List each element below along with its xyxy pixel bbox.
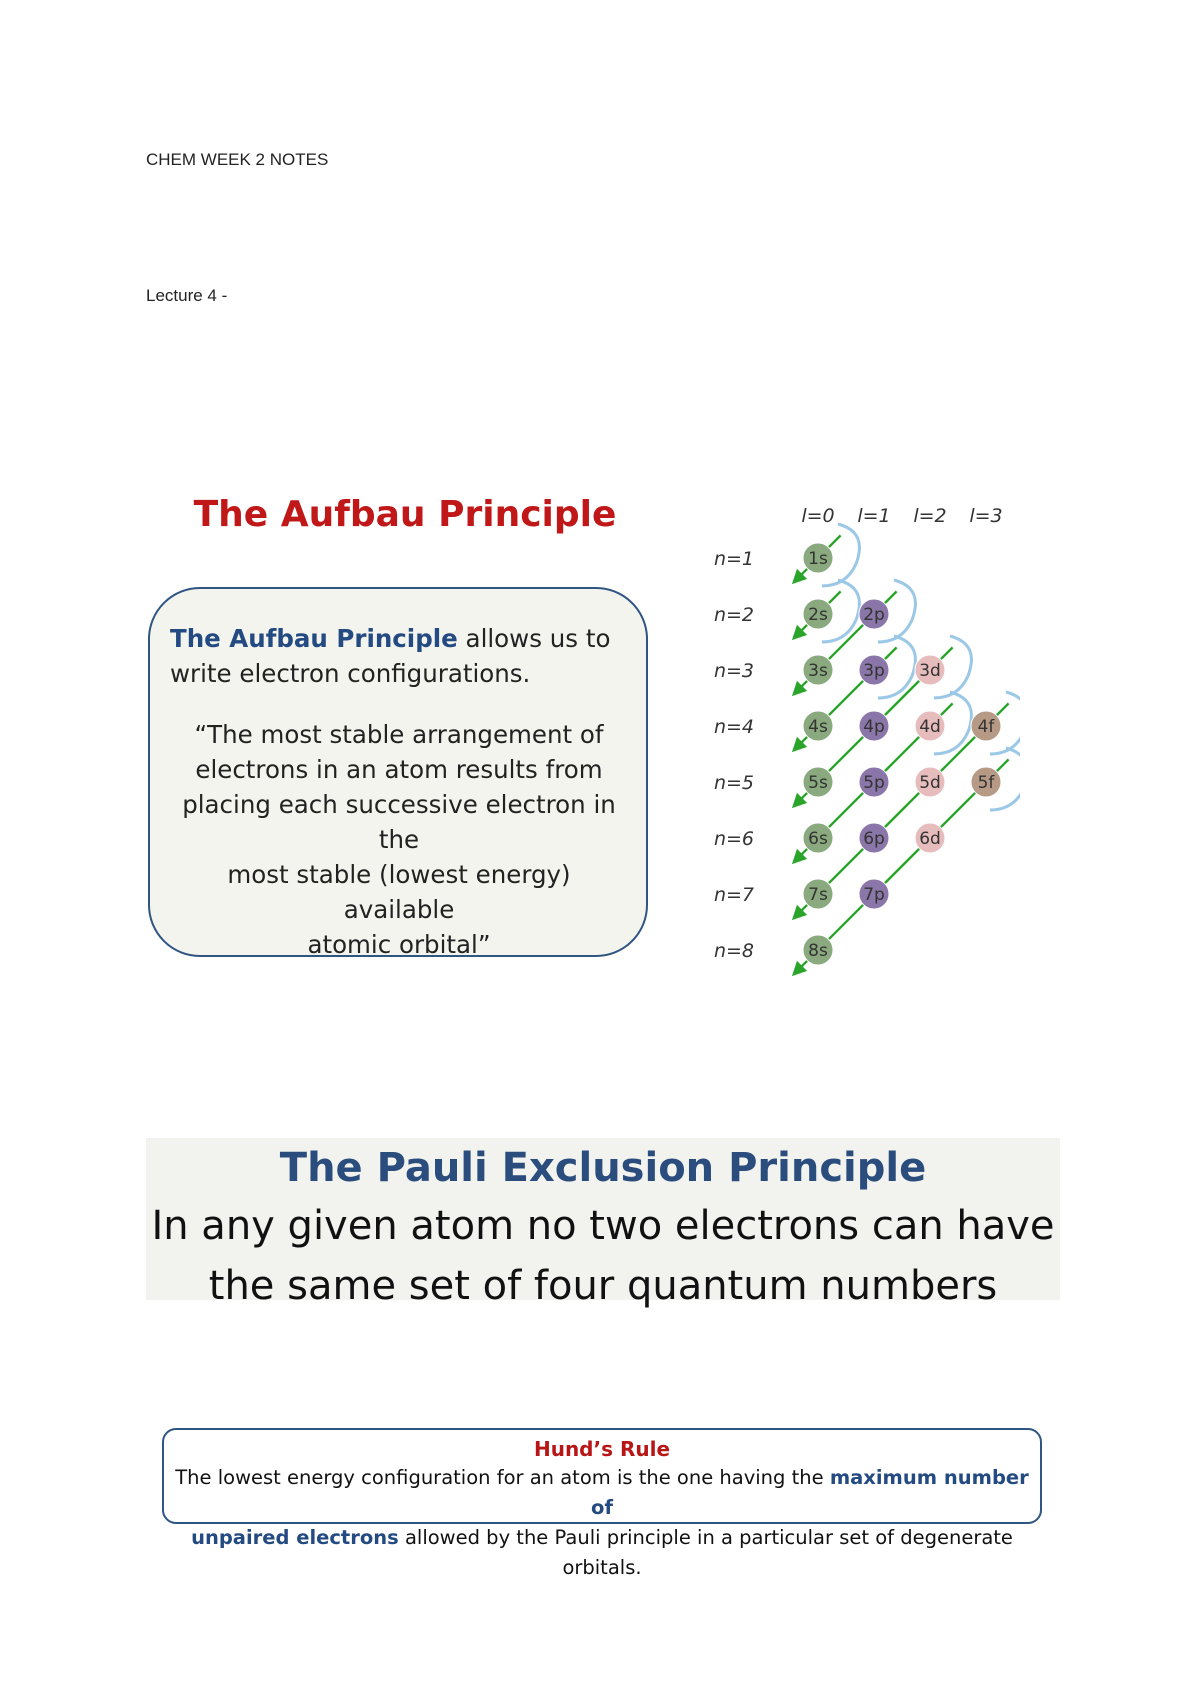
hunds-rule-highlight: unpaired electrons (191, 1526, 399, 1549)
orbital-label: 7p (863, 885, 885, 905)
orbital-label: 3p (863, 661, 885, 681)
orbital-filling-diagram (700, 490, 1020, 980)
l-column-label: l=1 (857, 505, 891, 527)
pauli-title: The Pauli Exclusion Principle (279, 1145, 927, 1191)
orbital-label: 5d (919, 773, 941, 793)
orbital-label: 4f (977, 717, 995, 737)
orbital-label: 5f (977, 773, 995, 793)
aufbau-quote-line: placing each successive electron in the (182, 790, 616, 854)
hunds-rule-highlight: maximum number of (591, 1466, 1029, 1519)
pauli-statement-line: the same set of four quantum numbers (208, 1263, 998, 1309)
hunds-rule-line (164, 1523, 1040, 1583)
l-column-label: l=3 (969, 505, 1003, 527)
document-title: CHEM WEEK 2 NOTES (146, 150, 329, 169)
orbital-label: 5s (808, 773, 828, 793)
lecture-heading: Lecture 4 - (146, 286, 228, 305)
n-row-label: n=3 (713, 660, 755, 682)
orbital-label: 5p (863, 773, 885, 793)
orbital-label: 4s (808, 717, 828, 737)
aufbau-lead-highlight: The Aufbau Principle (170, 624, 458, 653)
aufbau-quote (170, 717, 628, 962)
n-row-label: n=5 (713, 772, 755, 794)
aufbau-quote-line: “The most stable arrangement of (194, 720, 604, 749)
orbital-label: 2s (808, 605, 828, 625)
l-column-label: l=0 (801, 505, 835, 527)
n-row-label: n=2 (713, 604, 755, 626)
aufbau-title: The Aufbau Principle (193, 494, 617, 535)
pauli-statement-line: In any given atom no two electrons can have (151, 1203, 1055, 1249)
orbital-label: 2p (863, 605, 885, 625)
l-column-label: l=2 (913, 505, 947, 527)
aufbau-definition-box (148, 587, 648, 957)
n-row-label: n=8 (713, 940, 755, 962)
aufbau-quote-line: most stable (lowest energy) available (227, 860, 571, 924)
aufbau-lead (170, 621, 628, 691)
hunds-rule-box (162, 1428, 1042, 1579)
orbital-label: 3d (919, 661, 941, 681)
orbital-label: 7s (808, 885, 828, 905)
n-row-label: n=1 (713, 548, 755, 570)
orbital-label: 8s (808, 941, 828, 961)
orbital-label: 6d (919, 829, 941, 849)
orbital-label: 1s (808, 549, 828, 569)
pauli-exclusion-panel (146, 1138, 1060, 1309)
hunds-rule-text: The lowest energy configuration for an atom is the one having the (175, 1466, 830, 1489)
orbital-label: 6p (863, 829, 885, 849)
hunds-rule-title: Hund’s Rule (533, 1437, 671, 1461)
orbital-label: 6s (808, 829, 828, 849)
n-row-label: n=6 (713, 828, 755, 850)
aufbau-quote-line: electrons in an atom results from (195, 755, 603, 784)
aufbau-quote-line: atomic orbital” (307, 930, 491, 959)
n-row-label: n=7 (713, 884, 755, 906)
orbital-label: 3s (808, 661, 828, 681)
hunds-rule-text: allowed by the Pauli principle in a particular set of degenerate orbitals. (398, 1526, 1013, 1579)
orbital-label: 4d (919, 717, 941, 737)
aufbau-lead-rest: allows us to write electron configurations. (170, 624, 611, 688)
n-row-label: n=4 (713, 716, 755, 738)
orbital-label: 4p (863, 717, 885, 737)
hunds-rule-line (164, 1463, 1040, 1523)
